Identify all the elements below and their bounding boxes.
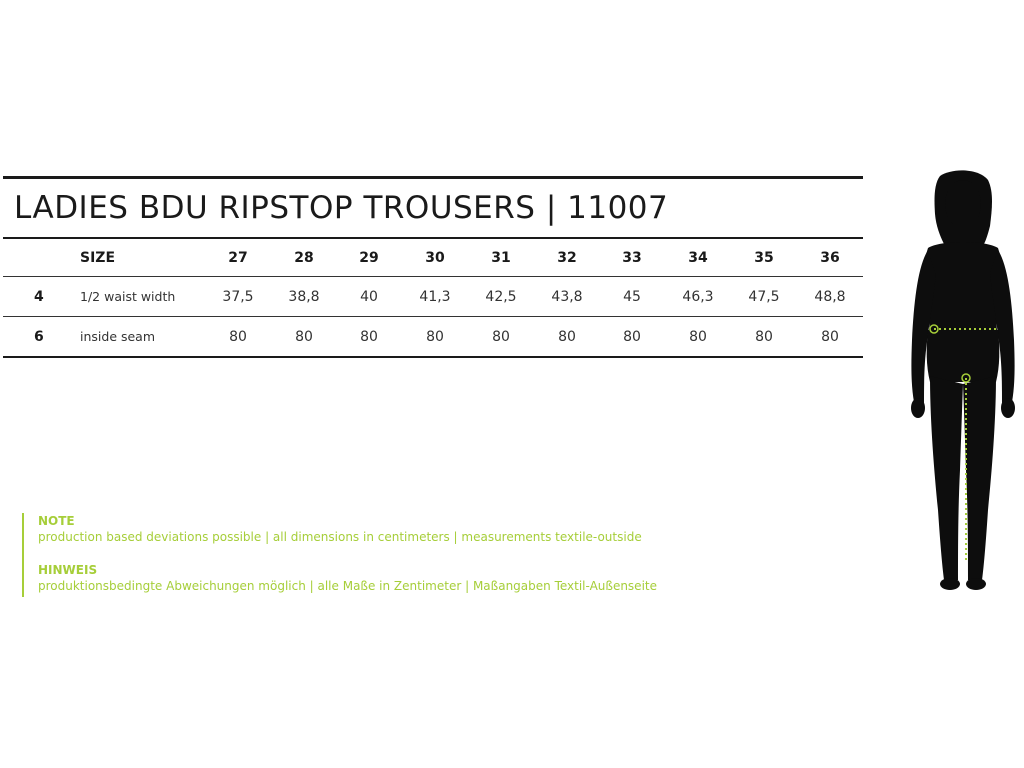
size-column-header: 27 xyxy=(228,250,248,266)
top-rule xyxy=(3,176,863,179)
measure-value: 80 xyxy=(558,329,576,345)
measure-value: 46,3 xyxy=(682,289,714,305)
table-row xyxy=(3,318,863,356)
measure-label: 1/2 waist width xyxy=(80,289,176,304)
bottom-rule xyxy=(3,356,863,358)
hinweis-heading: HINWEIS xyxy=(38,563,98,577)
measure-value: 40 xyxy=(360,289,378,305)
size-column-header: 35 xyxy=(754,250,774,266)
measure-value: 80 xyxy=(229,329,247,345)
note-text: production based deviations possible | all dimensions in centimeters | measurements textile-outside xyxy=(38,530,642,544)
measure-value: 47,5 xyxy=(748,289,780,305)
measure-label: inside seam xyxy=(80,329,156,344)
table-header-row xyxy=(3,239,863,277)
row-divider xyxy=(3,276,863,277)
measure-value: 80 xyxy=(755,329,773,345)
measure-value: 80 xyxy=(426,329,444,345)
measure-value: 41,3 xyxy=(419,289,451,305)
measure-value: 37,5 xyxy=(222,289,254,305)
size-column-header: 31 xyxy=(491,250,511,266)
measure-value: 80 xyxy=(295,329,313,345)
measure-value: 80 xyxy=(360,329,378,345)
size-column-header: 30 xyxy=(425,250,445,266)
row-divider xyxy=(3,316,863,317)
size-header: SIZE xyxy=(80,250,116,266)
measure-value: 80 xyxy=(492,329,510,345)
hinweis-text: produktionsbedingte Abweichungen möglich | alle Maße in Zentimeter | Maßangaben Textil-Außenseite xyxy=(38,579,657,593)
female-silhouette-figure xyxy=(900,170,1024,595)
measure-value: 48,8 xyxy=(814,289,846,305)
measure-code: 4 xyxy=(34,289,44,305)
size-column-header: 36 xyxy=(820,250,840,266)
note-heading: NOTE xyxy=(38,514,75,528)
measure-value: 80 xyxy=(821,329,839,345)
measure-code: 6 xyxy=(34,329,44,345)
measure-value: 43,8 xyxy=(551,289,583,305)
table-row xyxy=(3,278,863,316)
page-title: LADIES BDU RIPSTOP TROUSERS | 11007 xyxy=(14,190,669,226)
size-column-header: 29 xyxy=(359,250,379,266)
measure-value: 80 xyxy=(623,329,641,345)
measure-value: 45 xyxy=(623,289,641,305)
measure-value: 38,8 xyxy=(288,289,320,305)
size-column-header: 33 xyxy=(622,250,642,266)
measure-value: 80 xyxy=(689,329,707,345)
measure-value: 42,5 xyxy=(485,289,517,305)
notes-block xyxy=(22,513,657,597)
size-column-header: 34 xyxy=(688,250,708,266)
size-column-header: 28 xyxy=(294,250,314,266)
size-column-header: 32 xyxy=(557,250,577,266)
